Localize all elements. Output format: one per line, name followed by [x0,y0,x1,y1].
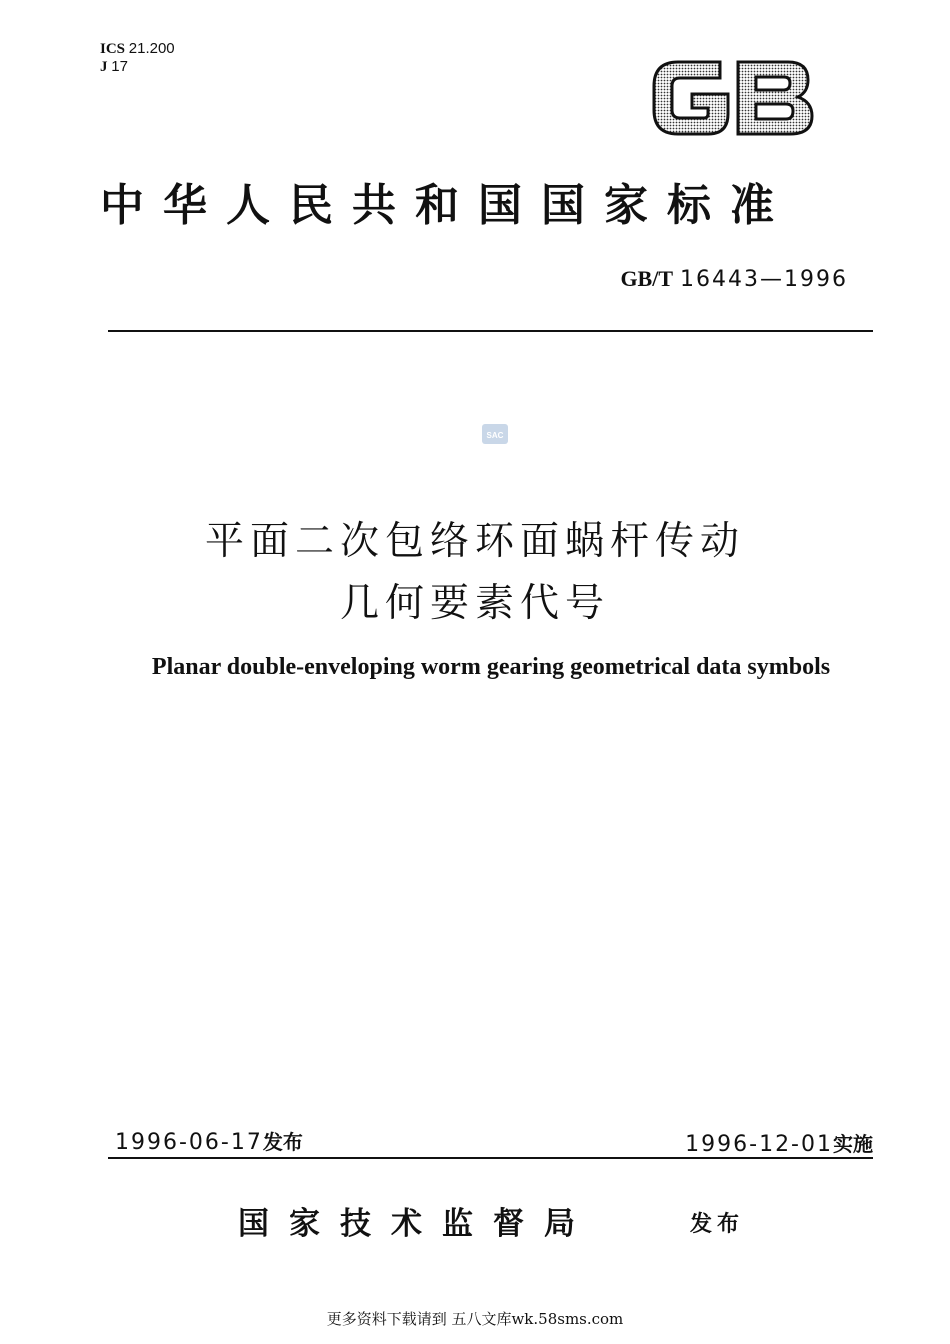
standard-prefix: GB/T [620,266,674,291]
national-standard-title: 中华人民共和国国家标准 [100,180,793,231]
effective-date [560,1128,873,1157]
header-divider [108,330,873,332]
gb-logo [648,52,818,144]
ccs-line [100,58,175,76]
issuing-authority: 国家技术监督局 [238,1206,595,1242]
ics-line [100,40,175,58]
publish-date [115,1126,303,1155]
publish-date-value: 1996-06-17 [115,1130,263,1155]
standard-code: 16443—1996 [680,267,848,292]
classification-codes [100,40,175,76]
english-title: Planar double-enveloping worm gearing geometrical data symbols [151,654,831,680]
ics-label: ICS [100,41,126,57]
sac-watermark-icon [481,423,509,445]
document-title-line2: 几何要素代号 [339,581,610,626]
standard-number [600,266,848,292]
ccs-label: J [100,59,108,75]
ics-code: 21.200 [128,40,175,57]
gb-logo-b [738,62,812,134]
footer-download-note: 更多资料下载请到 五八文库wk.58sms.com [326,1310,624,1328]
svg-text:SAC: SAC [486,431,504,440]
publish-date-label: 发布 [262,1130,303,1154]
effective-date-label: 实施 [833,1132,873,1156]
date-divider [108,1157,873,1159]
gb-logo-g [654,62,728,134]
issue-action: 发布 [690,1212,745,1237]
ccs-code: 17 [111,58,128,75]
effective-date-value: 1996-12-01 [685,1132,833,1157]
document-title-line1: 平面二次包络环面蜗杆传动 [204,519,745,564]
